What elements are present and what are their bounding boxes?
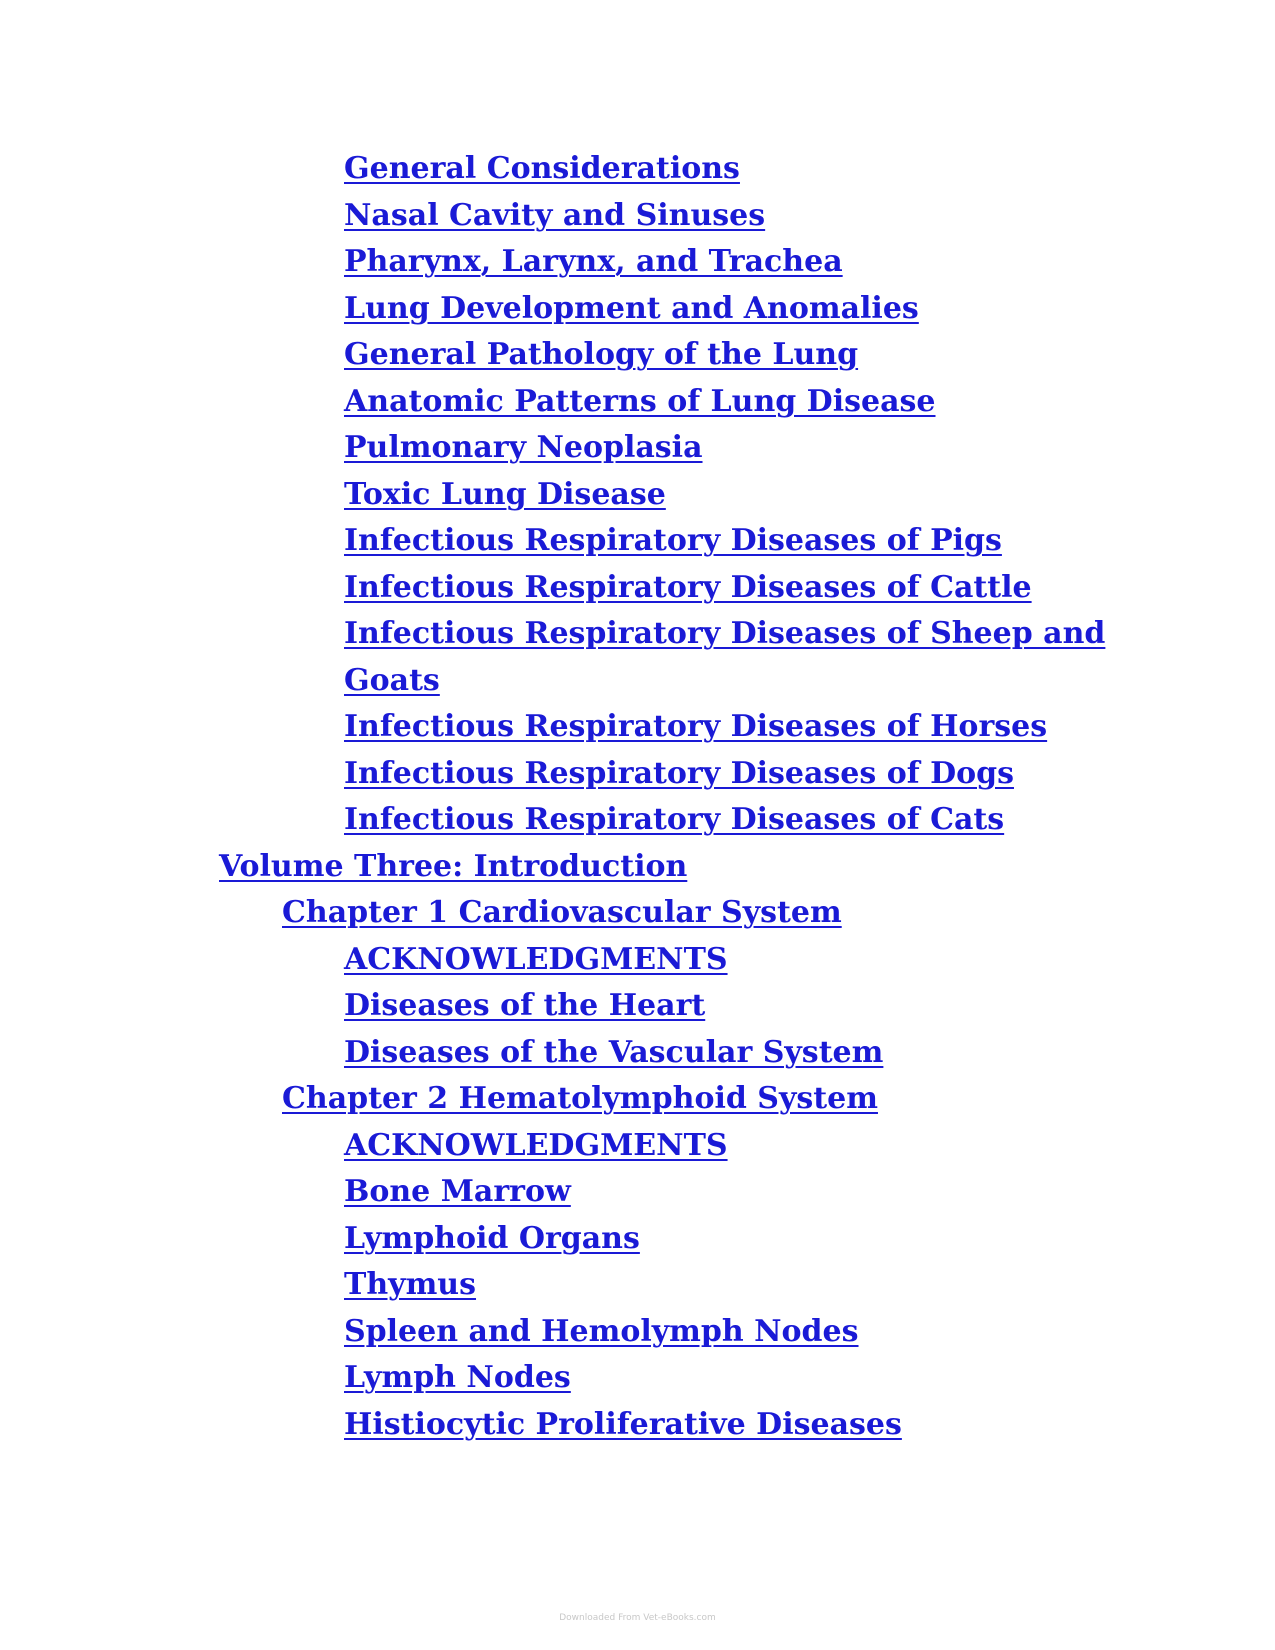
toc-link[interactable]: Diseases of the Vascular System	[344, 1034, 884, 1070]
toc-link[interactable]: Anatomic Patterns of Lung Disease	[344, 383, 936, 419]
toc-entry	[0, 1262, 1275, 1309]
toc-link[interactable]: Pharynx, Larynx, and Trachea	[344, 244, 843, 279]
toc-entry	[0, 379, 1275, 426]
toc-entry	[0, 193, 1275, 240]
toc-link[interactable]: Thymus	[344, 1267, 477, 1302]
table-of-contents	[0, 146, 1275, 1448]
toc-entry	[0, 1169, 1275, 1216]
toc-link[interactable]: Bone Marrow	[344, 1174, 571, 1209]
toc-entry	[0, 1309, 1275, 1356]
toc-entry	[0, 472, 1275, 519]
toc-link[interactable]: Pulmonary Neoplasia	[344, 430, 703, 465]
toc-entry	[0, 286, 1275, 333]
toc-link[interactable]: Goats	[344, 662, 440, 698]
toc-link[interactable]: General Considerations	[344, 151, 740, 186]
toc-chapter-entry	[0, 1076, 1275, 1123]
toc-link[interactable]: Infectious Respiratory Diseases of Cats	[344, 802, 1005, 837]
toc-link[interactable]: Infectious Respiratory Diseases of Cattle	[344, 569, 1032, 605]
toc-link[interactable]: Lung Development and Anomalies	[344, 290, 919, 326]
toc-link[interactable]: Lymphoid Organs	[344, 1220, 640, 1256]
toc-entry	[0, 565, 1275, 612]
toc-entry	[0, 1123, 1275, 1170]
toc-entry	[0, 1216, 1275, 1263]
toc-link[interactable]: Spleen and Hemolymph Nodes	[344, 1313, 859, 1349]
toc-link[interactable]: Lymph Nodes	[344, 1360, 571, 1395]
toc-link[interactable]: Infectious Respiratory Diseases of Pigs	[344, 523, 1002, 558]
toc-link[interactable]: Infectious Respiratory Diseases of Dogs	[344, 755, 1014, 791]
toc-link[interactable]: Toxic Lung Disease	[344, 476, 666, 512]
toc-entry	[0, 797, 1275, 844]
toc-entry	[0, 332, 1275, 379]
toc-entry	[0, 518, 1275, 565]
toc-entry	[0, 983, 1275, 1030]
toc-entry	[0, 1402, 1275, 1449]
toc-entry	[0, 704, 1275, 751]
toc-entry	[0, 1030, 1275, 1077]
toc-link[interactable]: Histiocytic Proliferative Diseases	[344, 1406, 902, 1442]
toc-link[interactable]: Volume Three: Introduction	[219, 848, 688, 884]
toc-entry	[0, 751, 1275, 798]
toc-entry	[0, 658, 1275, 705]
toc-link[interactable]: Chapter 1 Cardiovascular System	[282, 895, 842, 930]
toc-link[interactable]: General Pathology of the Lung	[344, 337, 859, 372]
toc-entry	[0, 937, 1275, 984]
toc-entry	[0, 146, 1275, 193]
toc-link[interactable]: Infectious Respiratory Diseases of Sheep and	[344, 616, 1106, 651]
footer-watermark: Downloaded From Vet-eBooks.com	[559, 1613, 716, 1623]
toc-link[interactable]: Nasal Cavity and Sinuses	[344, 197, 766, 233]
toc-link[interactable]: ACKNOWLEDGMENTS	[344, 1127, 728, 1163]
toc-chapter-entry	[0, 890, 1275, 937]
toc-entry	[0, 425, 1275, 472]
toc-link[interactable]: Chapter 2 Hematolymphoid System	[282, 1081, 878, 1116]
toc-link[interactable]: Infectious Respiratory Diseases of Horses	[344, 709, 1048, 744]
toc-link[interactable]: Diseases of the Heart	[344, 988, 706, 1023]
toc-entry	[0, 239, 1275, 286]
toc-entry	[0, 1355, 1275, 1402]
toc-entry	[0, 611, 1275, 658]
toc-volume-entry	[0, 844, 1275, 891]
toc-link[interactable]: ACKNOWLEDGMENTS	[344, 941, 728, 977]
